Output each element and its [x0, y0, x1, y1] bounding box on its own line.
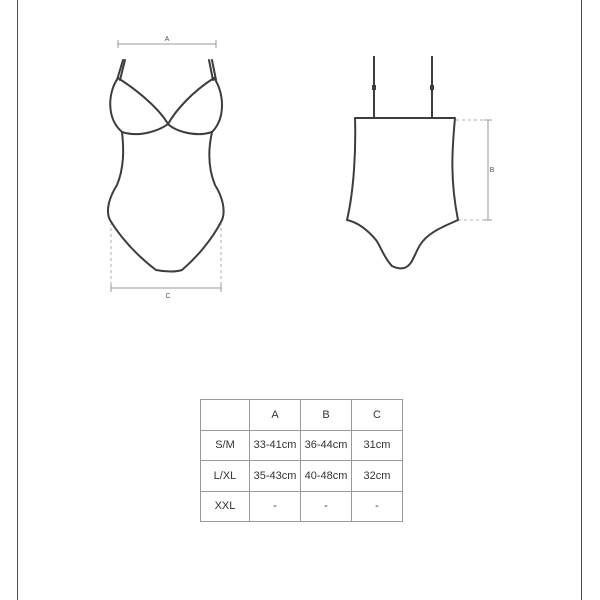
dimension-a-marker	[118, 36, 216, 48]
header-cell-a: A	[250, 400, 301, 431]
dimension-c-marker	[111, 222, 221, 300]
back-view	[347, 56, 495, 268]
size-chart-table	[200, 399, 403, 522]
a-cell: -	[250, 491, 301, 522]
c-cell: 31cm	[352, 430, 403, 461]
c-cell: 32cm	[352, 461, 403, 492]
dimension-b-marker	[456, 120, 495, 220]
header-cell-b: B	[301, 400, 352, 431]
dimension-a-label: A	[164, 36, 170, 43]
dimension-c-label: C	[165, 293, 171, 300]
front-bodysuit-outline	[108, 60, 224, 272]
back-bodysuit-outline	[347, 118, 458, 268]
size-cell: L/XL	[201, 461, 250, 492]
header-cell-c: C	[352, 400, 403, 431]
header-cell-size	[201, 400, 250, 431]
table-row	[201, 430, 403, 461]
table-header-row	[201, 400, 403, 431]
size-cell: XXL	[201, 491, 250, 522]
b-cell: 36-44cm	[301, 430, 352, 461]
back-straps	[372, 56, 434, 118]
table-row	[201, 461, 403, 492]
b-cell: -	[301, 491, 352, 522]
c-cell: -	[352, 491, 403, 522]
b-cell: 40-48cm	[301, 461, 352, 492]
a-cell: 35-43cm	[250, 461, 301, 492]
a-cell: 33-41cm	[250, 430, 301, 461]
front-view	[108, 36, 224, 300]
size-cell: S/M	[201, 430, 250, 461]
dimension-b-label: B	[489, 167, 495, 174]
table-row	[201, 491, 403, 522]
